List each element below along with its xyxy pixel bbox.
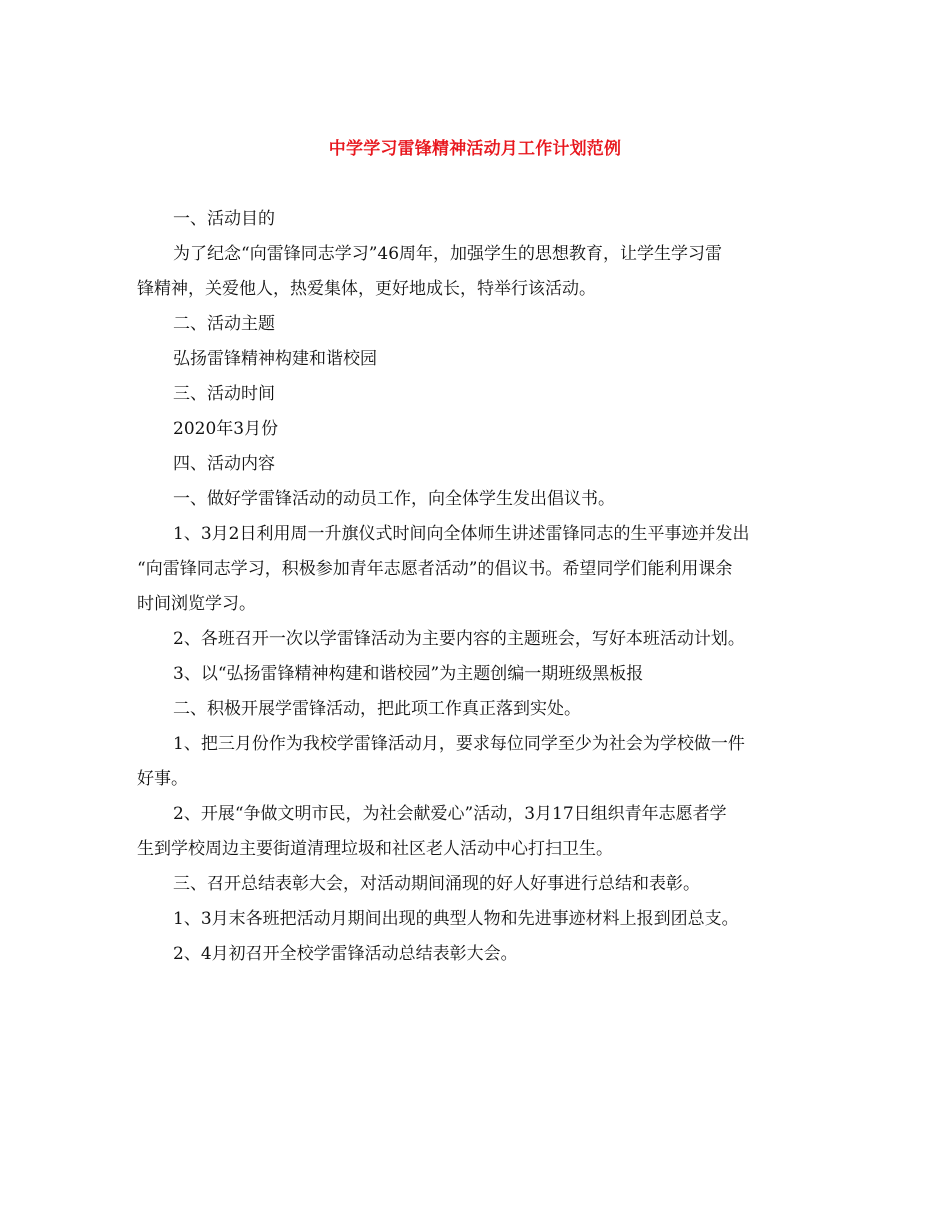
paragraph-item-3	[173, 657, 805, 692]
paragraph-line: 1、3月末各班把活动月期间出现的典型人物和先进事迹材料上报到团总支。	[173, 909, 739, 929]
paragraph-line: 三、召开总结表彰大会，对活动期间涌现的好人好事进行总结和表彰。	[173, 874, 700, 894]
section-heading-time	[173, 377, 805, 412]
paragraph-line: 2、开展“争做文明市民，为社会献爱心”活动，3月17日组织青年志愿者学	[173, 804, 727, 824]
section-heading-content	[173, 447, 805, 482]
paragraph-item-1	[173, 902, 805, 937]
paragraph-line: 1、3月2日利用周一升旗仪式时间向全体师生讲述雷锋同志的生平事迹并发出	[173, 524, 750, 544]
paragraph-item-2	[173, 937, 805, 972]
paragraph-line: 三、活动时间	[173, 384, 275, 404]
paragraph-line: 为了纪念“向雷锋同志学习”46周年，加强学生的思想教育，让学生学习雷	[173, 244, 723, 264]
document-title: 中学学习雷锋精神活动月工作计划范例	[328, 139, 622, 159]
paragraph-line: 2、各班召开一次以学雷锋活动为主要内容的主题班会，写好本班活动计划。	[173, 629, 745, 649]
paragraph-item-1	[137, 727, 805, 797]
paragraph-line: 时间浏览学习。	[137, 594, 256, 614]
paragraph-line: 好事。	[137, 769, 188, 789]
paragraph-line: 弘扬雷锋精神构建和谐校园	[173, 349, 377, 369]
paragraph-line: 一、做好学雷锋活动的动员工作，向全体学生发出倡议书。	[173, 489, 615, 509]
section-heading-theme	[173, 307, 805, 342]
paragraph-time-text	[173, 412, 805, 447]
paragraph-line: 2020年3月份	[173, 419, 279, 439]
paragraph-line: 二、积极开展学雷锋活动，把此项工作真正落到实处。	[173, 699, 581, 719]
paragraph-line: 一、活动目的	[173, 209, 275, 229]
paragraph-line: 2、4月初召开全校学雷锋活动总结表彰大会。	[173, 944, 518, 964]
paragraph-line: 二、活动主题	[173, 314, 275, 334]
section-heading-purpose	[173, 202, 805, 237]
paragraph-line: 四、活动内容	[173, 454, 275, 474]
paragraph-line: “向雷锋同志学习，积极参加青年志愿者活动”的倡议书。希望同学们能利用课余	[137, 559, 733, 579]
document-body	[137, 202, 805, 972]
paragraph-item-2	[173, 622, 805, 657]
paragraph-purpose-text	[137, 237, 805, 307]
paragraph-line: 3、以“弘扬雷锋精神构建和谐校园”为主题创编一期班级黑板报	[173, 664, 644, 684]
subsection-heading-summary	[173, 867, 805, 902]
paragraph-line: 锋精神，关爱他人，热爱集体，更好地成长，特举行该活动。	[137, 279, 596, 299]
paragraph-item-1	[137, 517, 805, 622]
paragraph-item-2	[137, 797, 805, 867]
paragraph-theme-text	[173, 342, 805, 377]
paragraph-line: 1、把三月份作为我校学雷锋活动月，要求每位同学至少为社会为学校做一件	[173, 734, 745, 754]
subsection-heading-mobilization	[173, 482, 805, 517]
subsection-heading-activities	[173, 692, 805, 727]
paragraph-line: 生到学校周边主要街道清理垃圾和社区老人活动中心打扫卫生。	[137, 839, 613, 859]
